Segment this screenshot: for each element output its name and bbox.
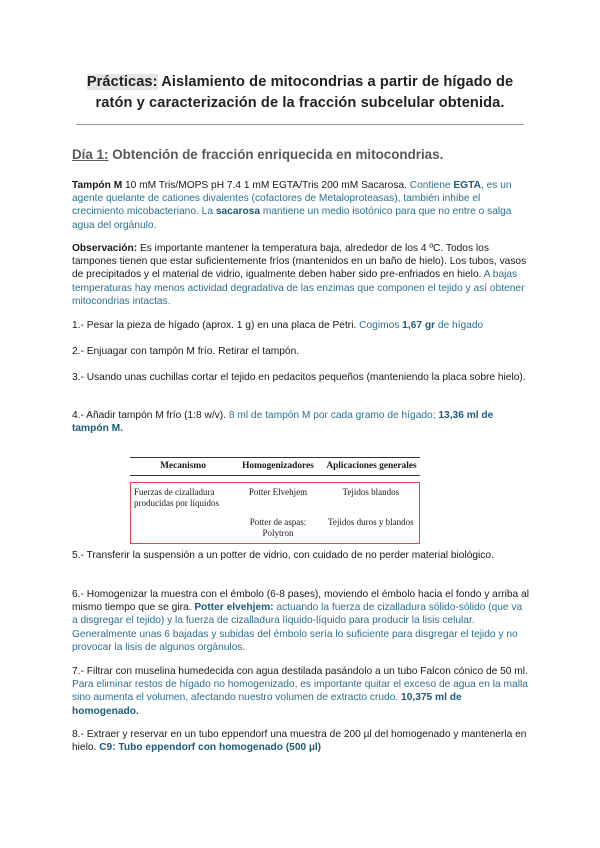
step-7-volume: 10,375 ml de homogenado. — [72, 692, 462, 717]
step-7 — [72, 665, 530, 718]
step-6-text: 6.- Homogenizar la muestra con el émbolo (6-8 pases), moviendo el émbolo hacia el fondo y arriba al mismo tiempo que se gira. — [72, 589, 529, 614]
table-body — [130, 482, 420, 544]
buffer-sacarosa: sacarosa — [215, 206, 261, 218]
observation-paragraph — [72, 242, 530, 308]
step-1-note: Cogimos — [359, 320, 403, 331]
table-cell — [131, 517, 233, 539]
buffer-paragraph — [72, 179, 530, 232]
observation-label: Observación: — [72, 243, 138, 254]
table-cell: Fuerzas de cizalladura producidas por líquidos — [134, 487, 219, 508]
step-7-note: Para eliminar restos de hígado no homogenizado, es importante quitar el exceso de agua en la malla sino aumenta el volumen, afectando nuestro volumen de extracto crudo. — [72, 679, 528, 704]
homogenizer-table — [130, 457, 420, 544]
step-2: 2.- Enjuagar con tampón M frío. Retirar el tampón. — [72, 346, 300, 357]
step-5: 5.- Transferir la suspensión a un potter de vidrio, con cuidado de no perder material biológico. — [72, 550, 494, 561]
observation-text: Es importante mantener la temperatura baja, alrededor de los 4 ºC. Todos los tampones tienen que estar suficientemente fríos (mantenidos en un baño de hielo). Los tubos, vasos de precipitados y el material de vidrio, igualmente deben haber sido pre-enfriados en hielo. — [72, 243, 527, 281]
buffer-name: Tampón M — [72, 180, 123, 191]
step-1-amount: 1,67 gr — [402, 320, 436, 331]
document-title — [72, 72, 528, 114]
step-4-amount: 13,36 ml de tampón M. — [72, 410, 494, 435]
table-row — [131, 513, 419, 543]
title-text: Aislamiento de mitocondrias a partir de hígado de ratón y caracterización de la fracción subcelular obtenida. — [95, 74, 514, 111]
header-homogenizadores: Homogenizadores — [242, 461, 314, 471]
buffer-composition: 10 mM Tris/MOPS pH 7.4 1 mM EGTA/Tris 200 mM Sacarosa. — [122, 180, 410, 191]
day-heading — [72, 147, 443, 162]
step-1-text: 1.- Pesar la pieza de hígado (aprox. 1 g) en una placa de Petri. — [72, 320, 360, 331]
table-cell: Potter de aspas: Polytron — [249, 517, 307, 538]
step-4-text: 4.- Añadir tampón M frío (1:8 w/v). — [72, 410, 229, 421]
title-highlight: Prácticas: — [86, 74, 158, 90]
title-divider — [76, 124, 524, 125]
table-row — [131, 483, 419, 513]
day-title: Obtención de fracción enriquecida en mitocondrias. — [108, 147, 444, 162]
table-cell: Tejidos blandos — [342, 487, 400, 497]
header-aplicaciones: Aplicaciones generales — [326, 461, 417, 471]
day-label: Día 1: — [72, 147, 109, 162]
observation-note: A bajas temperaturas hay menos actividad degradativa de las enzimas que componen el tejido y así obtener mitocondrias intactas. — [72, 269, 525, 307]
step-1-note-end: de hígado — [435, 320, 484, 331]
step-6-potter: Potter elvehjem: — [194, 602, 274, 614]
buffer-note-2: , es un agente quelante de cationes divalentes (cofactores de Metaloproteasas), también inhibe el crecimiento micobacteriano. La — [72, 180, 512, 218]
step-6 — [72, 588, 530, 654]
buffer-note-3: mantiene un medio isotónico para que no entre o salga agua del orgánulo. — [72, 206, 512, 231]
step-8 — [72, 728, 530, 754]
step-6-note: actuando la fuerza de cizalladura sólido-sólido (que va a disgregar el tejido) y la fuerza de cizalladura líquido-líquido para producir la lisis celular. Generalmente unas 6 bajadas y subidas del émbolo sería lo suficiente para disgregar el tejido y no provocar la lisis de algunos orgánulos. — [72, 602, 523, 653]
table-header — [130, 458, 420, 476]
table-cell: Potter Elvehjem — [248, 487, 308, 497]
table-cell: Tejidos duros y blandos — [328, 517, 414, 527]
buffer-egta: EGTA — [453, 180, 481, 191]
step-3: 3.- Usando unas cuchillas cortar el tejido en pedacitos pequeños (manteniendo la placa sobre hielo). — [72, 372, 526, 383]
step-4-note: 8 ml de tampón M por cada gramo de hígado; — [228, 410, 439, 421]
step-4 — [72, 409, 530, 435]
step-8-sample: C9: Tubo eppendorf con homogenado (500 µl) — [99, 742, 322, 754]
step-8-text: 8.- Extraer y reservar en un tubo eppendorf una muestra de 200 µl del homogenado y mantenerla en hielo. — [72, 729, 527, 754]
buffer-note-1: Contiene — [409, 180, 454, 191]
step-1 — [72, 319, 530, 332]
step-7-text: 7.- Filtrar con muselina humedecida con agua destilada pasándolo a un tubo Falcon cónico de 50 ml. — [72, 666, 528, 677]
header-mecanismo: Mecanismo — [160, 461, 206, 471]
